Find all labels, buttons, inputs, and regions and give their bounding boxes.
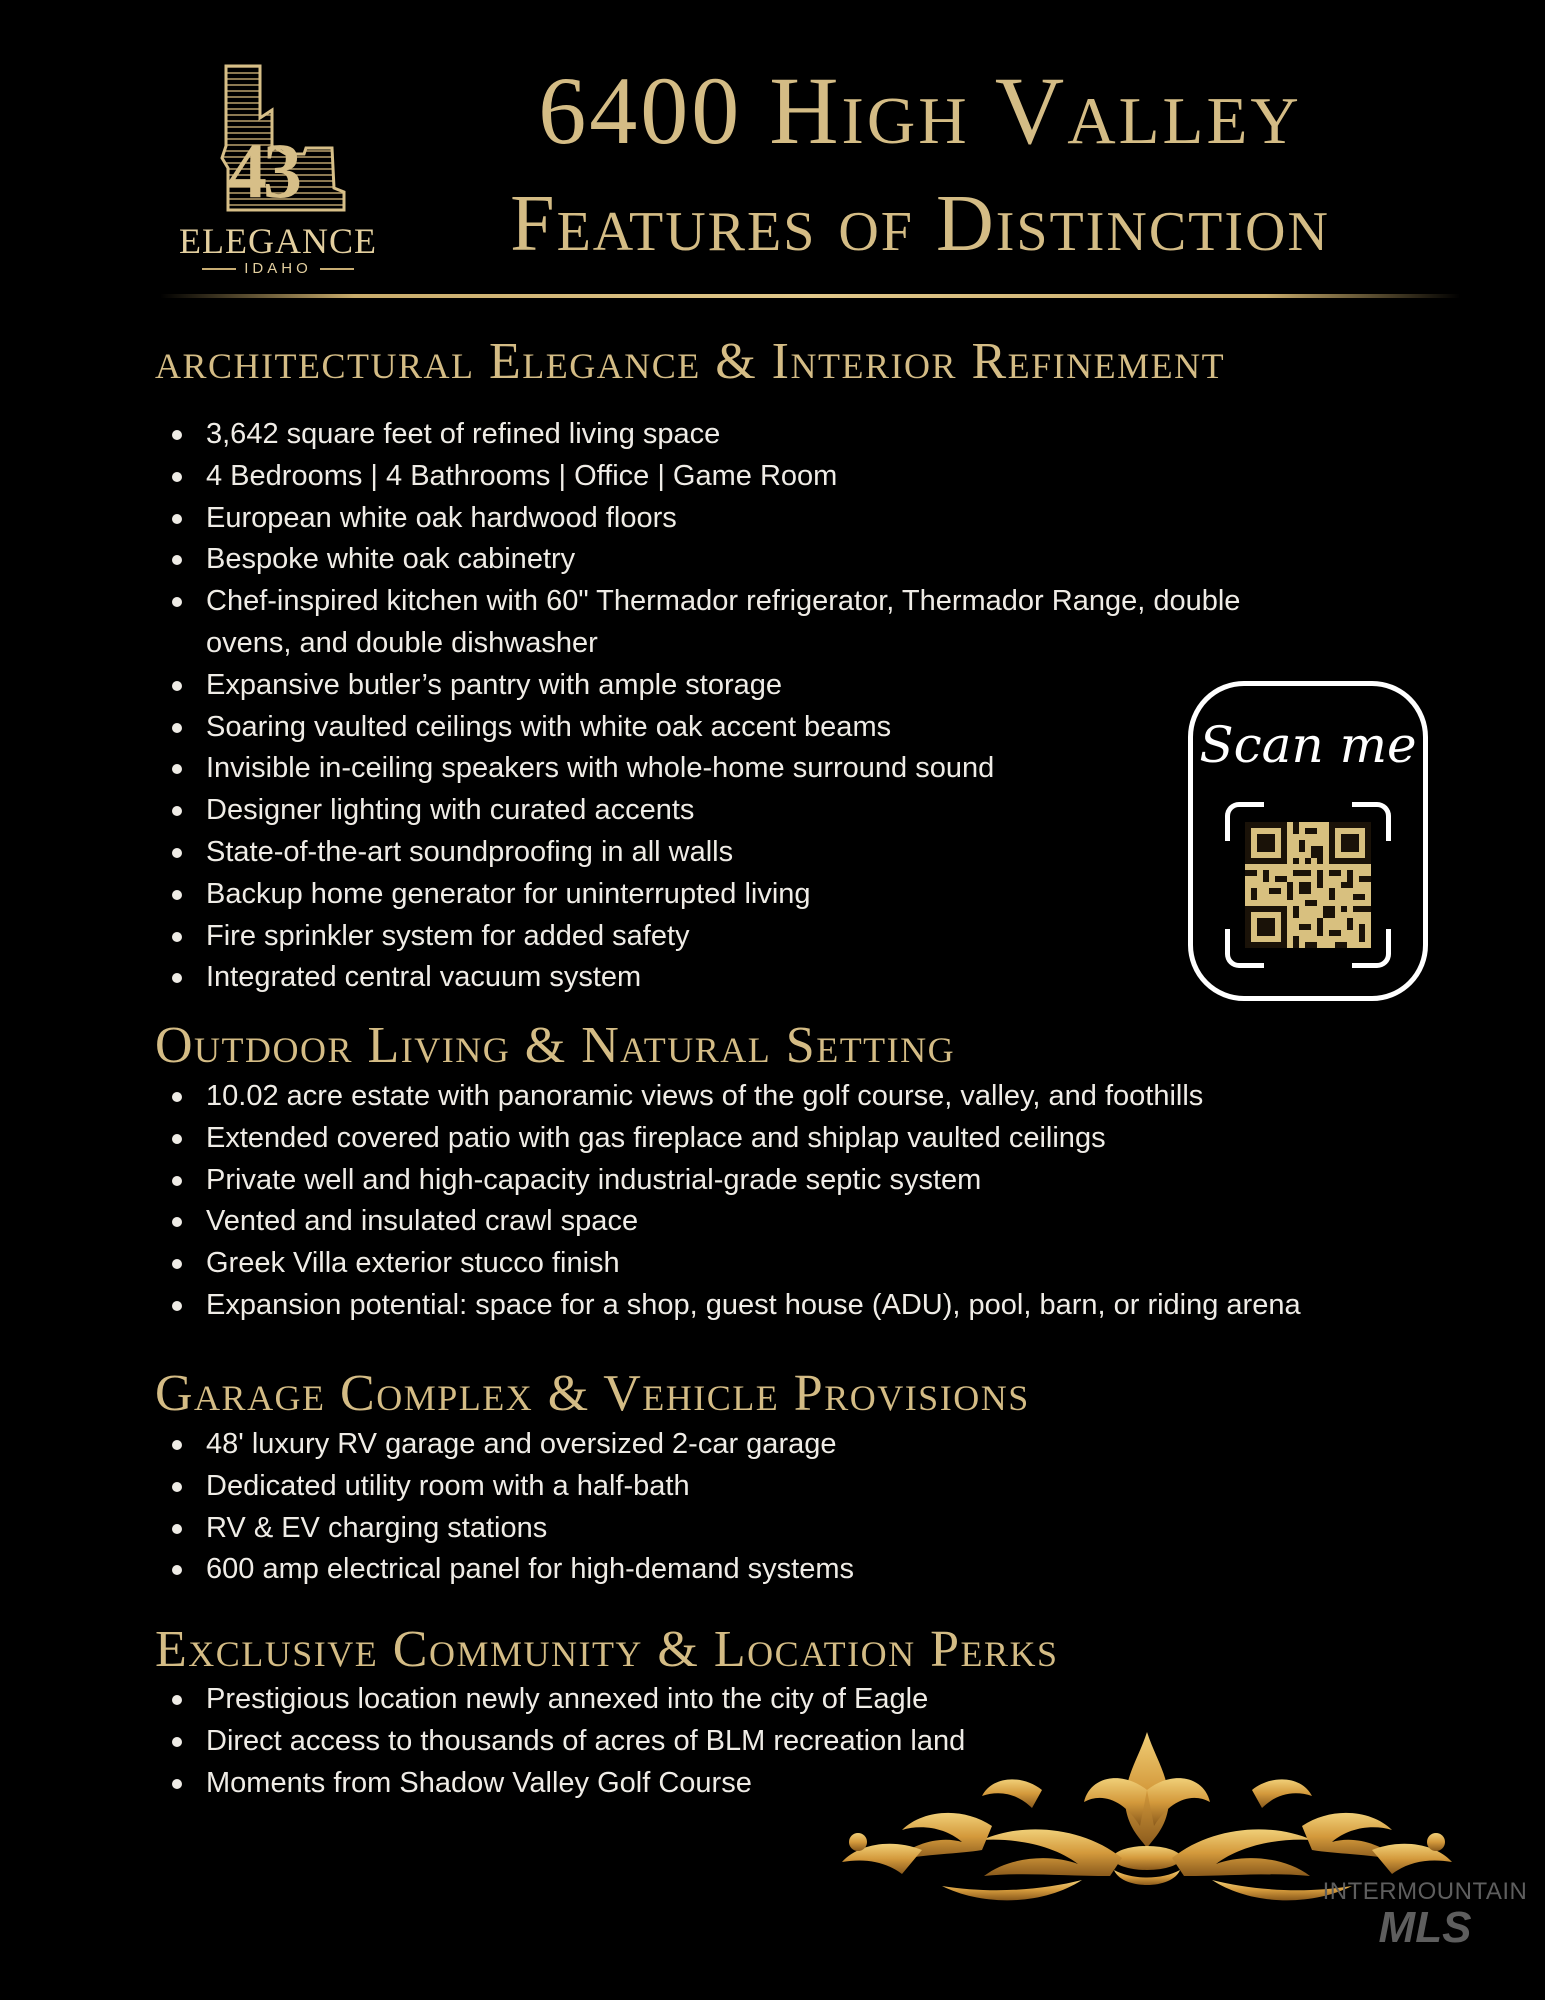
list-item: State-of-the-art soundproofing in all walls bbox=[206, 832, 1306, 874]
list-item: Moments from Shadow Valley Golf Course bbox=[206, 1763, 1306, 1805]
list-item: Bespoke white oak cabinetry bbox=[206, 539, 1306, 581]
list-item: 48' luxury RV garage and oversized 2-car garage bbox=[206, 1424, 1306, 1466]
list-item: Direct access to thousands of acres of BLM recreation land bbox=[206, 1721, 1306, 1763]
list-item: Chef-inspired kitchen with 60" Thermador refrigerator, Thermador Range, double ovens, and double dishwasher bbox=[206, 581, 1306, 665]
section-heading-garage: Garage Complex & Vehicle Provisions bbox=[155, 1365, 1030, 1422]
feature-list-outdoor bbox=[160, 1076, 1466, 1327]
qr-scan-card[interactable] bbox=[1188, 681, 1428, 1001]
list-item: Private well and high-capacity industrial-grade septic system bbox=[206, 1160, 1466, 1202]
feature-list-garage bbox=[160, 1424, 1306, 1591]
list-item: 10.02 acre estate with panoramic views of the golf course, valley, and foothills bbox=[206, 1076, 1466, 1118]
section-heading-community: Exclusive Community & Location Perks bbox=[155, 1621, 1059, 1678]
list-item: 4 Bedrooms | 4 Bathrooms | Office | Game Room bbox=[206, 456, 1306, 498]
list-item: Vented and insulated crawl space bbox=[206, 1201, 1466, 1243]
list-item: Backup home generator for uninterrupted living bbox=[206, 874, 1306, 916]
list-item: Fire sprinkler system for added safety bbox=[206, 916, 1306, 958]
brand-logo bbox=[168, 58, 388, 288]
scan-me-label: Scan me bbox=[1199, 716, 1417, 774]
list-item: RV & EV charging stations bbox=[206, 1508, 1306, 1550]
list-item: 600 amp electrical panel for high-demand systems bbox=[206, 1549, 1306, 1591]
list-item: Dedicated utility room with a half-bath bbox=[206, 1466, 1306, 1508]
list-item: Designer lighting with curated accents bbox=[206, 790, 1306, 832]
page-title: 6400 High Valley bbox=[538, 57, 1302, 164]
list-item: 3,642 square feet of refined living space bbox=[206, 414, 1306, 456]
watermark-mls-text: MLS bbox=[1378, 1903, 1472, 1952]
list-item: Expansion potential: space for a shop, guest house (ADU), pool, barn, or riding arena bbox=[206, 1285, 1466, 1327]
qr-code-icon[interactable] bbox=[1245, 822, 1371, 948]
feature-list-architectural bbox=[160, 414, 1306, 999]
list-item: Greek Villa exterior stucco finish bbox=[206, 1243, 1466, 1285]
mls-watermark bbox=[1310, 1880, 1540, 1950]
section-heading-architectural: architectural Elegance & Interior Refinement bbox=[155, 333, 1226, 390]
header-divider bbox=[160, 294, 1460, 298]
list-item: Invisible in-ceiling speakers with whole-home surround sound bbox=[206, 748, 1306, 790]
qr-frame bbox=[1225, 802, 1391, 968]
watermark-top-text: INTERMOUNTAIN bbox=[1322, 1878, 1528, 1905]
list-item: European white oak hardwood floors bbox=[206, 498, 1306, 540]
logo-region: IDAHO bbox=[168, 260, 388, 277]
section-heading-outdoor: Outdoor Living & Natural Setting bbox=[155, 1017, 956, 1074]
list-item: Soaring vaulted ceilings with white oak accent beams bbox=[206, 707, 1306, 749]
page-subtitle: Features of Distinction bbox=[510, 180, 1330, 268]
logo-name: ELEGANCE bbox=[179, 221, 377, 261]
list-item: Integrated central vacuum system bbox=[206, 957, 1306, 999]
list-item: Extended covered patio with gas fireplace and shiplap vaulted ceilings bbox=[206, 1118, 1466, 1160]
list-item: Prestigious location newly annexed into the city of Eagle bbox=[206, 1679, 1306, 1721]
logo-number: 43 bbox=[228, 127, 298, 214]
list-item: Expansive butler’s pantry with ample storage bbox=[206, 665, 1306, 707]
